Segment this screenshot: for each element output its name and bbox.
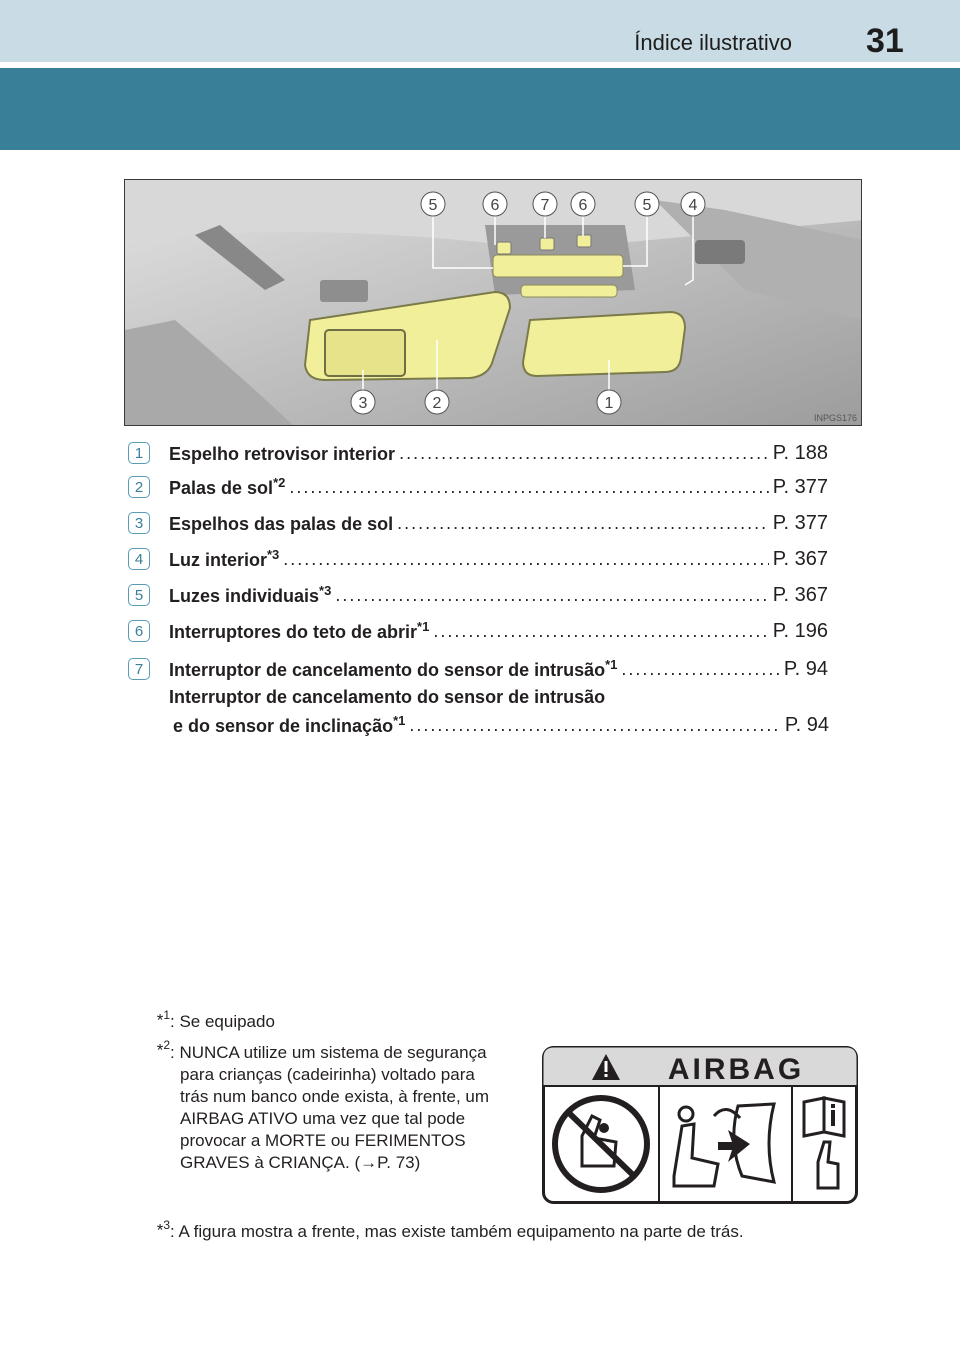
item-label: Espelho retrovisor interior <box>169 444 396 464</box>
personal-lights-panel <box>493 255 623 277</box>
dot-leader <box>335 585 768 606</box>
page-reference-link[interactable]: P. 367 <box>772 583 828 606</box>
intrusion-sensor-switch <box>540 238 554 250</box>
airbag-title: AIRBAG <box>667 1053 805 1086</box>
callout-5b <box>635 192 659 216</box>
callout-1 <box>597 390 621 414</box>
item-label: e do sensor de inclinação$^{*1}$ <box>173 713 406 736</box>
page-reference-link[interactable]: P. 367 <box>772 547 828 570</box>
footnote-text: : A figura mostra a frente, mas existe também equipamento na parte de trás. <box>170 1222 744 1241</box>
page-reference-link[interactable]: P. 188 <box>772 441 828 464</box>
item-label: Interruptor de cancelamento do sensor de intrusão$^{*1}$ <box>169 657 618 680</box>
item-number-badge: 4 <box>128 548 150 570</box>
item-number-badge: 3 <box>128 512 150 534</box>
svg-text:5: 5 <box>642 197 652 214</box>
rear-view-mirror <box>523 312 685 376</box>
list-item-continuation <box>169 710 829 740</box>
footnote-marker: *$^3$ <box>156 1218 170 1240</box>
footnote-text: : Se equipado <box>170 1012 275 1031</box>
list-item <box>128 544 828 574</box>
item-number-badge: 5 <box>128 584 150 606</box>
chapter-band <box>0 68 960 150</box>
list-item <box>128 616 828 646</box>
svg-text:3: 3 <box>358 395 368 412</box>
dot-leader <box>399 443 769 464</box>
sensor-cover <box>320 280 368 302</box>
item-number-badge: 1 <box>128 442 150 464</box>
dot-leader <box>433 621 768 642</box>
footnote-line: AIRBAG ATIVO uma vez que tal pode <box>180 1109 466 1128</box>
airbag-label-graphic <box>542 1046 858 1204</box>
footnote-line: para crianças (cadeirinha) voltado para <box>180 1065 475 1084</box>
dot-leader <box>289 477 768 498</box>
callout-6b <box>571 192 595 216</box>
item-label: Espelhos das palas de sol <box>169 514 394 534</box>
list-item-continuation <box>169 682 829 712</box>
callout-3 <box>351 390 375 414</box>
callout-2 <box>425 390 449 414</box>
callout-5a <box>421 192 445 216</box>
footnote-line: : NUNCA utilize um sistema de segurança <box>170 1043 487 1062</box>
list-item <box>128 438 828 468</box>
svg-text:5: 5 <box>428 197 438 214</box>
moonroof-switch-left <box>497 242 511 254</box>
grab-handle <box>695 240 745 264</box>
page-reference-link[interactable]: P. 377 <box>772 475 828 498</box>
list-item <box>128 472 828 502</box>
dot-leader <box>397 513 769 534</box>
list-item <box>128 580 828 610</box>
list-item <box>128 508 828 538</box>
figure-code: INPGS176 <box>813 413 857 423</box>
svg-text:7: 7 <box>540 197 550 214</box>
footnote-line: GRAVES à CRIANÇA. (→P. 73) <box>180 1153 421 1172</box>
header-band <box>0 0 960 62</box>
item-number-badge: 7 <box>128 658 150 680</box>
footnote-text <box>170 1042 518 1174</box>
svg-text:6: 6 <box>490 197 500 214</box>
item-label: Interruptores do teto de abrir$^{*1}$ <box>169 619 430 642</box>
callout-7 <box>533 192 557 216</box>
dot-leader <box>409 715 781 736</box>
vanity-mirror <box>325 330 405 376</box>
page-reference-link[interactable]: P. 94 <box>783 657 828 680</box>
footnote-marker: *$^2$ <box>156 1038 170 1060</box>
moonroof-switch-right <box>577 235 591 247</box>
footnote-line: trás num banco onde exista, à frente, um <box>180 1087 490 1106</box>
section-title: Índice ilustrativo <box>634 30 792 55</box>
item-number-badge: 6 <box>128 620 150 642</box>
callout-6a <box>483 192 507 216</box>
page-reference-link[interactable]: P. 94 <box>784 713 829 736</box>
interior-light <box>521 285 617 297</box>
callout-4 <box>681 192 705 216</box>
page-reference-link[interactable]: P. 196 <box>772 619 828 642</box>
item-label: Interruptor de cancelamento do sensor de intrusão <box>169 686 606 707</box>
interior-overhead-illustration <box>124 179 862 426</box>
item-label: Luzes individuais$^{*3}$ <box>169 583 332 606</box>
dot-leader <box>283 549 768 570</box>
item-label: Palas de sol$^{*2}$ <box>169 475 286 498</box>
page-reference-link[interactable]: P. 377 <box>772 511 828 534</box>
footnote-line: provocar a MORTE ou FERIMENTOS <box>180 1131 466 1150</box>
footnote-marker: *$^1$ <box>156 1008 170 1030</box>
svg-text:6: 6 <box>578 197 588 214</box>
item-number-badge: 2 <box>128 476 150 498</box>
list-item <box>128 654 828 684</box>
airbag-warning-label <box>542 1046 858 1204</box>
svg-text:2: 2 <box>432 395 442 412</box>
page-number: 31 <box>866 22 904 60</box>
overhead-console-drawing <box>125 180 862 426</box>
item-label: Luz interior$^{*3}$ <box>169 547 280 570</box>
svg-text:1: 1 <box>604 395 614 412</box>
dot-leader <box>621 659 779 680</box>
svg-text:4: 4 <box>688 197 698 214</box>
